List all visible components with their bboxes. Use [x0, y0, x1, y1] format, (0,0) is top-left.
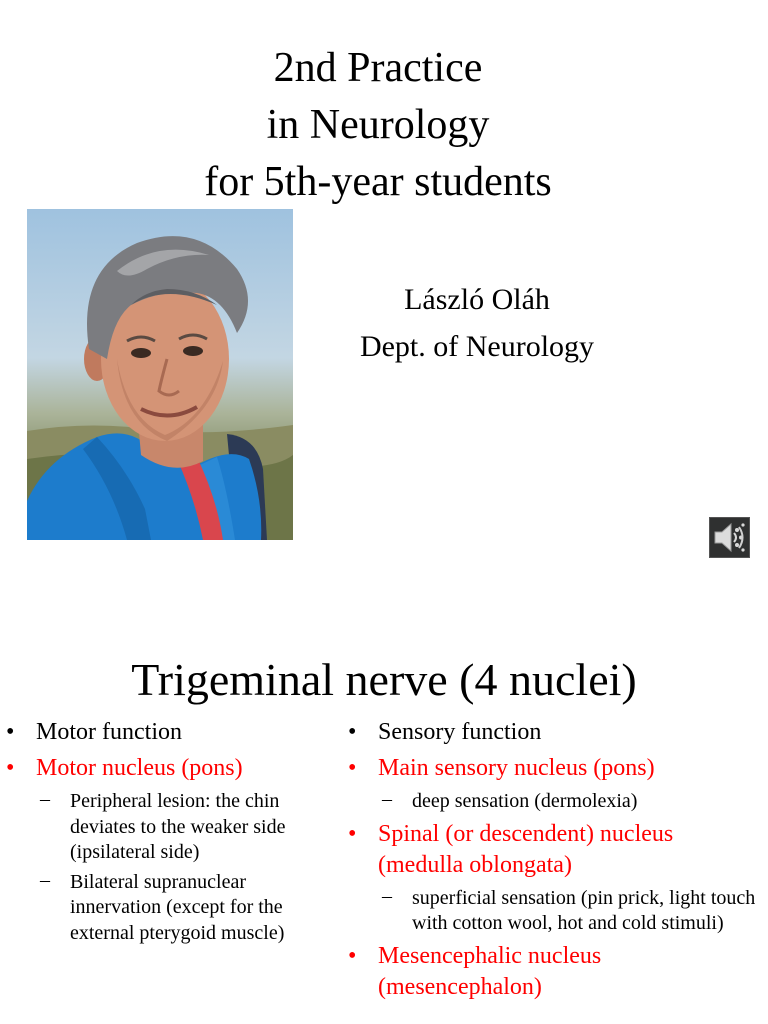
- bullet-text: Motor nucleus (pons): [36, 755, 243, 781]
- presenter-photo: [27, 209, 293, 540]
- bullet-text: deep sensation (dermolexia): [412, 790, 638, 812]
- bullet-marker: •: [348, 942, 357, 969]
- bullet-marker: •: [6, 719, 15, 745]
- bullet-text: Sensory function: [378, 719, 542, 745]
- dash-marker: –: [382, 788, 392, 810]
- author-name: László Oláh: [404, 283, 550, 316]
- speaker-icon: [710, 518, 749, 557]
- bullet-text: Motor function: [36, 719, 182, 745]
- dash-marker: –: [40, 868, 50, 891]
- bullet-item: [348, 753, 758, 784]
- bullet-text: Main sensory nucleus (pons): [378, 755, 655, 781]
- dash-marker: –: [40, 788, 50, 810]
- bullet-marker: •: [348, 719, 357, 745]
- author-department: Dept. of Neurology: [359, 330, 595, 363]
- bullet-marker: •: [6, 755, 15, 781]
- bullet-text: superficial sensation (pin prick, light touch with cotton wool, hot and cold stimuli): [412, 886, 756, 934]
- bullet-item: [348, 717, 758, 748]
- bullet-item: [348, 819, 758, 881]
- bullet-text: Spinal (or descendent) nucleus (medulla oblongata): [378, 820, 674, 878]
- bullet-item: [6, 717, 336, 748]
- slide-2: [0, 590, 768, 1024]
- title-line: in Neurology: [266, 102, 490, 148]
- bullet-item: [348, 941, 758, 1003]
- sub-bullet-item: [40, 789, 336, 866]
- right-column: [348, 717, 758, 1008]
- slide-1-title: [0, 40, 756, 211]
- sub-bullet-item: [382, 886, 758, 937]
- bullet-text: Peripheral lesion: the chin deviates to the weaker side (ipsilateral side): [70, 790, 286, 863]
- left-column: [6, 717, 336, 950]
- sub-bullet-item: [40, 870, 336, 947]
- bullet-text: Mesencephalic nucleus (mesencephalon): [378, 942, 602, 1000]
- bullet-marker: •: [348, 820, 357, 847]
- bullet-item: [6, 753, 336, 784]
- bullet-marker: •: [348, 755, 357, 781]
- sub-bullet-item: [382, 789, 758, 815]
- bullet-text: Bilateral supranuclear innervation (except for the external pterygoid muscle): [70, 870, 285, 944]
- title-line: for 5th-year students: [204, 159, 552, 205]
- audio-button[interactable]: [709, 517, 750, 558]
- dash-marker: –: [382, 884, 392, 907]
- title-line: 2nd Practice: [273, 45, 483, 91]
- slide-2-title: Trigeminal nerve (4 nuclei): [131, 654, 637, 705]
- author-block: [300, 276, 654, 370]
